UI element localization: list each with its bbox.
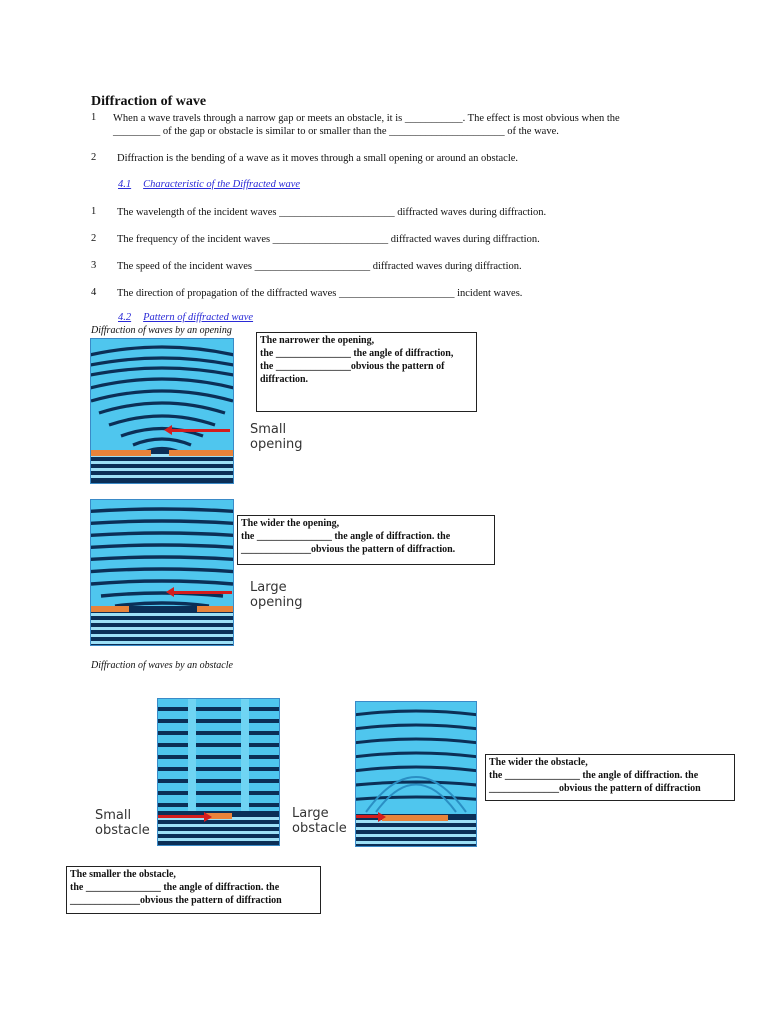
label-line: Small bbox=[95, 808, 132, 823]
box-line: the _______________ the angle of diffraction. the bbox=[241, 531, 451, 542]
item-number: 1 bbox=[91, 112, 97, 123]
box-line: the _______________ the angle of diffraction, bbox=[260, 348, 454, 359]
box-line: diffraction. bbox=[260, 374, 309, 385]
wave-pattern-small-opening bbox=[91, 339, 233, 483]
section-label: Pattern of diffracted wave bbox=[143, 312, 254, 323]
arrow-stem bbox=[166, 430, 169, 450]
wave-pattern-large-obstacle bbox=[356, 702, 476, 846]
box-line: The wider the opening, bbox=[241, 518, 340, 529]
section-heading-4-2[interactable] bbox=[118, 312, 253, 323]
label-line: obstacle bbox=[292, 821, 347, 836]
box-line: ______________obvious the pattern of diffraction bbox=[489, 783, 701, 794]
box-line: ______________obvious the pattern of diffraction bbox=[70, 895, 282, 906]
item-text: When a wave travels through a narrow gap or meets an obstacle, it is ___________. The effect is most obvious when the bbox=[113, 113, 620, 124]
label-line: opening bbox=[250, 595, 303, 610]
figure-large-obstacle bbox=[355, 701, 477, 847]
caption-opening: Diffraction of waves by an opening bbox=[91, 325, 232, 336]
label-small-opening bbox=[250, 422, 303, 452]
item-text: _________ of the gap or obstacle is similar to or smaller than the ______________________ of the wave. bbox=[113, 126, 559, 137]
section-label: Characteristic of the Diffracted wave bbox=[143, 179, 301, 190]
label-line: Large bbox=[292, 806, 329, 821]
char-text: The frequency of the incident waves ______________________ diffracted waves during diffraction. bbox=[117, 234, 540, 245]
label-large-obstacle bbox=[292, 806, 347, 836]
wave-pattern-small-obstacle bbox=[158, 699, 279, 845]
figure-large-opening bbox=[90, 499, 234, 646]
answer-box-wider-obstacle bbox=[485, 754, 735, 801]
wave-pattern-large-opening bbox=[91, 500, 233, 645]
char-text: The speed of the incident waves ______________________ diffracted waves during diffraction. bbox=[117, 261, 522, 272]
box-line: ______________obvious the pattern of diffraction. bbox=[241, 544, 456, 555]
answer-box-narrow-opening bbox=[256, 332, 477, 412]
arrow-large-obstacle bbox=[356, 815, 380, 818]
section-number: 4.1 bbox=[118, 179, 132, 190]
box-line: The smaller the obstacle, bbox=[70, 869, 176, 880]
page-title: Diffraction of wave bbox=[91, 94, 207, 109]
char-number: 2 bbox=[91, 233, 97, 244]
label-line: Small bbox=[250, 422, 287, 437]
box-line: The narrower the opening, bbox=[260, 335, 375, 346]
figure-small-obstacle bbox=[157, 698, 280, 846]
char-number: 1 bbox=[91, 206, 97, 217]
arrow-large-opening bbox=[172, 591, 232, 594]
section-heading-4-1[interactable] bbox=[118, 179, 300, 190]
box-line: The wider the obstacle, bbox=[489, 757, 588, 768]
char-text: The direction of propagation of the diffracted waves ______________________ incident waves. bbox=[117, 288, 523, 299]
label-line: obstacle bbox=[95, 823, 150, 838]
answer-box-wider-opening bbox=[237, 515, 495, 565]
section-number: 4.2 bbox=[118, 312, 132, 323]
char-number: 3 bbox=[91, 260, 97, 271]
label-small-obstacle bbox=[95, 808, 150, 838]
box-line: the _______________ the angle of diffraction. the bbox=[489, 770, 699, 781]
label-line: opening bbox=[250, 437, 303, 452]
label-large-opening bbox=[250, 580, 303, 610]
caption-obstacle: Diffraction of waves by an obstacle bbox=[91, 660, 233, 671]
char-number: 4 bbox=[91, 287, 97, 298]
item-number: 2 bbox=[91, 152, 97, 163]
box-line: the _______________obvious the pattern of bbox=[260, 361, 445, 372]
figure-small-opening bbox=[90, 338, 234, 484]
answer-box-smaller-obstacle bbox=[66, 866, 321, 914]
box-line: the _______________ the angle of diffraction. the bbox=[70, 882, 280, 893]
label-line: Large bbox=[250, 580, 287, 595]
arrow-small-obstacle bbox=[158, 815, 206, 818]
char-text: The wavelength of the incident waves ______________________ diffracted waves during diffraction. bbox=[117, 207, 547, 218]
arrow-small-opening bbox=[170, 429, 230, 432]
item-text: Diffraction is the bending of a wave as it moves through a small opening or around an obstacle. bbox=[117, 153, 519, 164]
